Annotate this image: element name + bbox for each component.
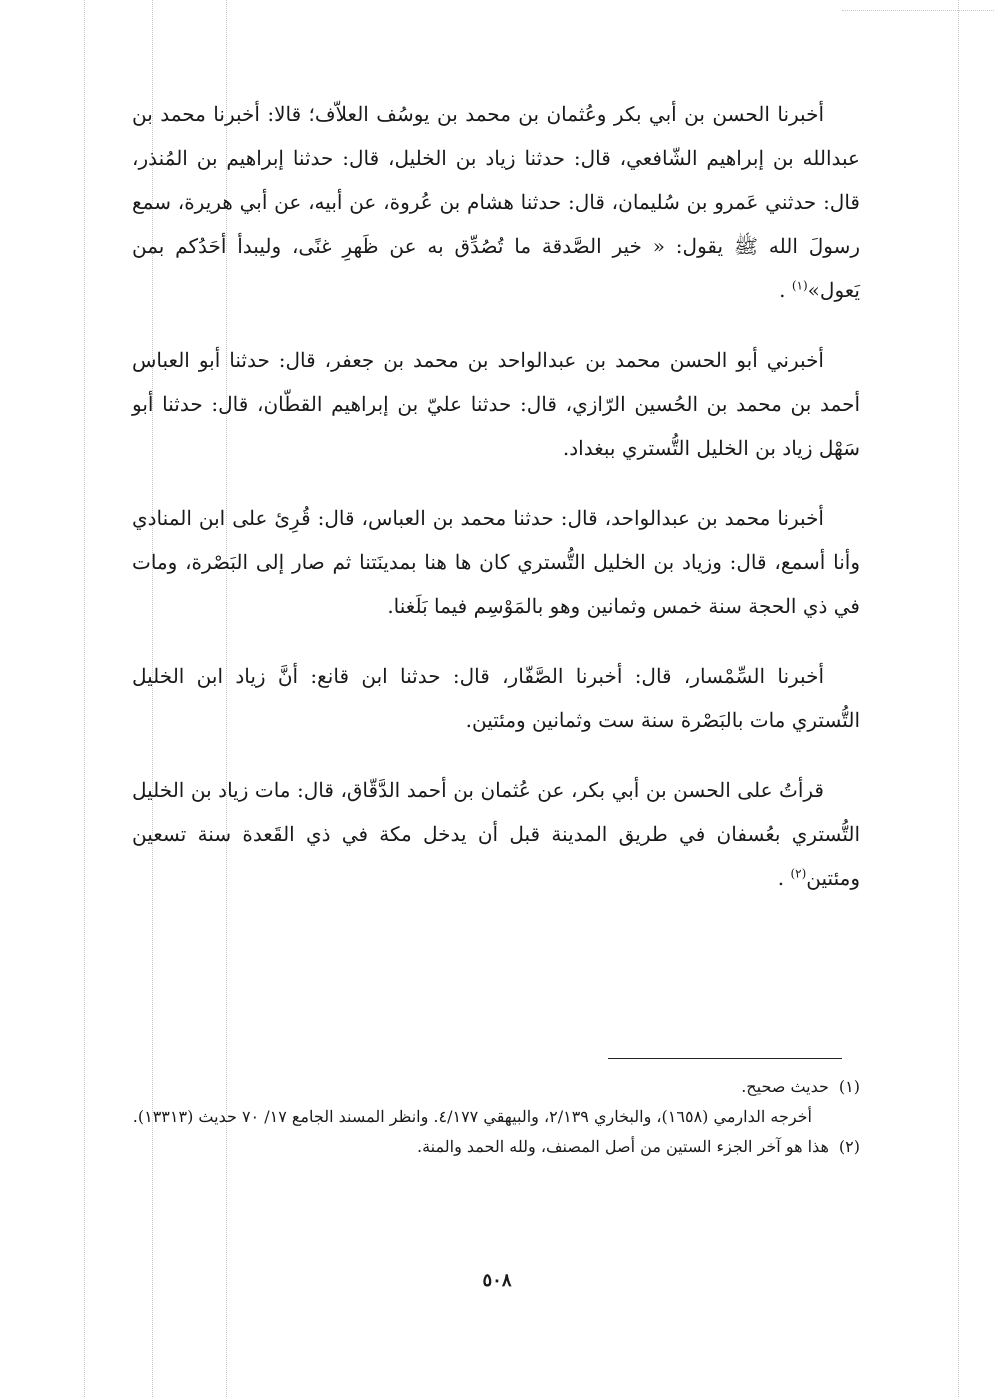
main-text: [132, 92, 860, 926]
paragraph: [132, 654, 860, 742]
footnote-number: (٢): [838, 1137, 860, 1156]
paragraph: [132, 768, 860, 900]
scan-guide-line: [842, 10, 994, 11]
paragraph-end: .: [777, 866, 791, 890]
paragraph-end: .: [779, 278, 792, 302]
paragraph-text: أخبرنا محمد بن عبدالواحد، قال: حدثنا محمد بن العباس، قال: قُرِئ على ابن المنادي وأنا أسمع، قال: وزياد بن الخليل التُّستري كان ها هنا بمدينَتنا ثم صار إلى البَصْرة، ومات في ذي الحجة سنة خمس وثمانين وهو بالمَوْسِم فيما بَلَغنا.: [132, 506, 860, 618]
scan-guide-line: [84, 0, 85, 1397]
footnote-number: (١): [838, 1077, 860, 1096]
paragraph: [132, 496, 860, 628]
footnote-marker: (٢): [790, 866, 807, 881]
page-number: ٥٠٨: [482, 1270, 512, 1291]
scan-guide-line: [958, 0, 959, 1397]
footnote-marker: (١): [791, 278, 808, 293]
paragraph-text: أخبرنا الحسن بن أبي بكر وعُثمان بن محمد بن يوسُف العلاّف؛ قالا: أخبرنا محمد بن عبدالله بن إبراهيم الشّافعي، قال: حدثنا زياد بن الخليل، قال: حدثنا إبراهيم بن المُنذر، قال: حدثني عَمرو بن سُليمان، قال: حدثنا هشام بن عُروة، عن أبيه، عن أبي هريرة، سمع رسولَ الله ﷺ يقول: « خير الصَّدقة ما تُصُدِّق به عن ظَهرِ غنًى، وليبدأ أحَدُكم بمن يَعول»: [132, 102, 860, 302]
paragraph: [132, 338, 860, 470]
footnote-separator: [608, 1058, 842, 1059]
footnote-detail: أخرجه الدارمي (١٦٥٨)، والبخاري ٢/١٣٩، والبيهقي ٤/١٧٧. وانظر المسند الجامع ١٧/ ٧٠ حديث (١٣٣١٣).: [132, 1107, 812, 1126]
paragraph-text: قرأتُ على الحسن بن أبي بكر، عن عُثمان بن أحمد الدَّقّاق، قال: مات زياد بن الخليل التُّستري بعُسفان في طريق المدينة قبل أن يدخل مكة في ذي القَعدة سنة تسعين ومئتين: [132, 778, 860, 890]
footnote: [132, 1072, 860, 1102]
footnote: [132, 1132, 860, 1162]
footnote-text: هذا هو آخر الجزء الستين من أصل المصنف، ولله الحمد والمنة.: [417, 1137, 829, 1156]
footnotes: [132, 1072, 860, 1162]
paragraph: [132, 92, 860, 312]
paragraph-text: أخبرني أبو الحسن محمد بن عبدالواحد بن محمد بن جعفر، قال: حدثنا أبو العباس أحمد بن محمد بن الحُسين الرّازي، قال: حدثنا عليّ بن إبراهيم القطّان، قال: حدثنا أبو سَهْل زياد بن الخليل التُّستري ببغداد.: [132, 348, 860, 460]
paragraph-text: أخبرنا السِّمْسار، قال: أخبرنا الصَّفّار، قال: حدثنا ابن قانع: أنَّ زياد ابن الخليل التُّستري مات بالبَصْرة سنة ست وثمانين ومئتين.: [132, 664, 860, 732]
footnote-text: حديث صحيح.: [741, 1077, 829, 1096]
